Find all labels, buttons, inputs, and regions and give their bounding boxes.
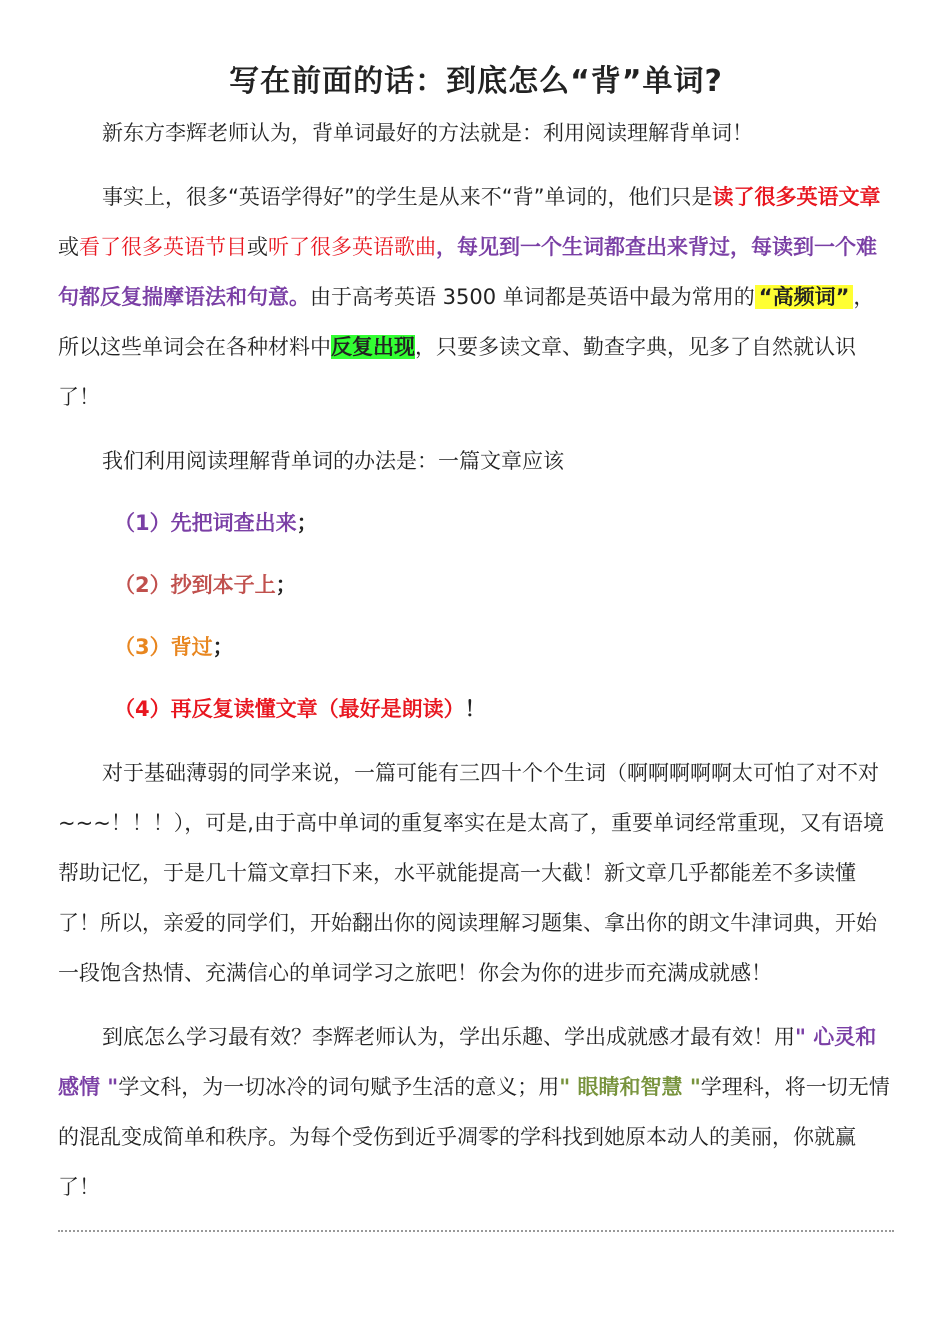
highlight-high-frequency: “高频词” [755,285,854,309]
p1-text-4: ，只要多读文章、勤查字典，见多了自然就认识了！ [58,335,856,409]
page-title: 写在前面的话：到底怎么“背”单词? [229,64,723,99]
step-1 [114,498,894,548]
step-4-end: ！ [464,697,486,721]
paragraph-4 [58,1012,894,1212]
step-4-text: （4）再反复读懂文章（最好是朗读） [114,697,465,721]
p1-red-listen: 听了很多英语歌曲 [268,235,436,259]
step-1-end: ； [296,511,318,535]
step-2 [114,560,894,610]
p4-text-2: 学文科，为一切冰冷的词句赋予生活的意义；用 [118,1075,560,1099]
p1-red-watch: 看了很多英语节目 [79,235,247,259]
highlight-repeat: 反复出现 [331,335,415,359]
step-2-end: ； [275,573,297,597]
intro-paragraph: 新东方李辉老师认为，背单词最好的方法就是：利用阅读理解背单词！ [102,121,753,145]
paragraph-2: 我们利用阅读理解背单词的办法是：一篇文章应该 [102,449,564,473]
document-page [58,62,894,1212]
step-3-end: ； [212,635,234,659]
step-4 [114,684,894,734]
p1-text: 事实上，很多“英语学得好”的学生是从来不“背”单词的，他们只是 [102,185,713,209]
p1-or-1: 或 [58,235,79,259]
dotted-divider [58,1230,894,1232]
p1-text-3: ，所以这些单词会在各种材料中 [58,285,875,359]
p1-purple-emphasis: ，每见到一个生词都查出来背过，每读到一个难句都反复揣摩语法和句意。 [58,235,877,309]
p4-text: 到底怎么学习最有效？李辉老师认为，学出乐趣、学出成就感才最有效！用 [102,1025,795,1049]
p1-or-2: 或 [247,235,268,259]
p4-text-3: 学理科，将一切无情的混乱变成简单和秩序。为每个受伤到近乎凋零的学科找到她原本动人的美丽，你就赢了！ [58,1075,890,1199]
step-2-text: （2）抄到本子上 [114,573,276,597]
paragraph-1 [58,172,894,422]
paragraph-3: 对于基础薄弱的同学来说，一篇可能有三四十个个生词（啊啊啊啊啊太可怕了对不对~~~！！！），可是,由于高中单词的重复率实在是太高了，重要单词经常重现，又有语境帮助记忆，于是几十篇文章扫下来，水平就能提高一大截！新文章几乎都能差不多读懂了！所以，亲爱的同学们，开始翻出你的阅读理解习题集、拿出你的朗文牛津词典，开始一段饱含热情、充满信心的单词学习之旅吧！你会为你的进步而充满成就感！ [58,761,884,985]
steps-list [58,498,894,734]
step-3-text: （3）背过 [114,635,213,659]
step-3 [114,622,894,672]
step-1-text: （1）先把词查出来 [114,511,297,535]
p1-red-read: 读了很多英语文章 [712,185,881,209]
p4-heart-emotion: " 心灵和感情 " [58,1025,877,1099]
p1-text-2: 由于高考英语 3500 单词都是英语中最为常用的 [310,285,755,309]
p4-eyes-wisdom: " 眼睛和智慧 " [559,1075,701,1099]
